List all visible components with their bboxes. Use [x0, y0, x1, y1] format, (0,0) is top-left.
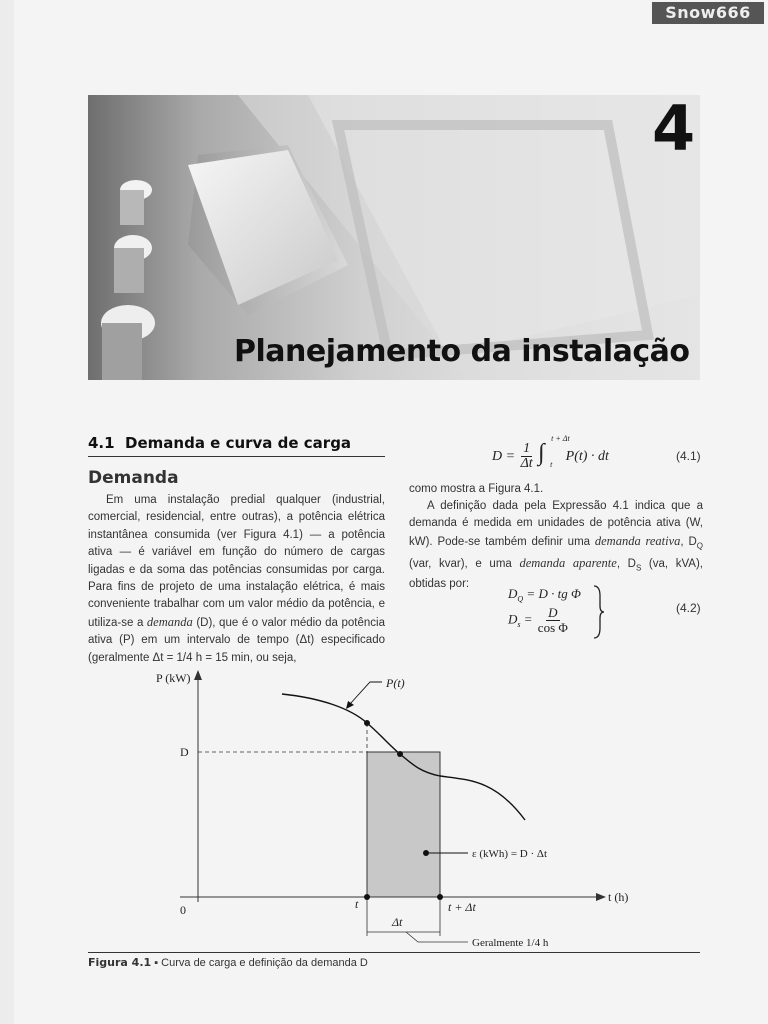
- apparent-term: demanda aparente: [519, 555, 617, 570]
- eq41-denominator: Δt: [520, 456, 533, 472]
- x-axis-label: t (h): [608, 890, 629, 904]
- figure-4-1: [150, 668, 650, 950]
- eq41-body: P(t) · dt: [565, 449, 609, 464]
- eq42-l2-eq: =: [523, 611, 533, 627]
- paragraph-part1: Em uma instalação predial qualquer (industrial, comercial, residencial, entre outras), a potência elétrica instantânea consumida (ver Figura 4.1) — a potência ativa — é variável em função do número de cargas ligadas e da soma das potências consumidas por carga. Para fins de projeto de uma instalação elétrica, é mais conveniente trabalhar com um valor médio da potência, e utiliza-se a: [88, 494, 385, 629]
- section-heading: [88, 434, 385, 457]
- eq41-fraction: [519, 442, 535, 471]
- paragraph-part2: (D), que é o valor médio da potência ativa (P) em um intervalo de tempo (Δt) especificado (geralmente Δt = 1/4 h = 15 min, ou seja,: [88, 616, 385, 664]
- y-axis-arrow: [194, 670, 202, 680]
- curve-label-arrow: [346, 701, 354, 709]
- eq41-lhs: D =: [492, 449, 516, 464]
- watermark: Snow666: [652, 2, 764, 24]
- eq42-l1-sub: Q: [517, 594, 524, 604]
- curve-label-leader: [350, 682, 382, 704]
- eq42-l1-rhs: = D · tg Φ: [526, 586, 581, 601]
- page-edge: [0, 0, 14, 1024]
- usually-label: Geralmente 1/4 h: [472, 937, 549, 949]
- demanda-term: demanda: [146, 614, 193, 629]
- eq42-numerator: D: [548, 605, 558, 620]
- eq42-l2-lhs: D: [508, 611, 518, 627]
- equation-4-1: [492, 434, 609, 472]
- right-s-sub: S: [635, 562, 642, 572]
- curve-point-d: [397, 751, 403, 757]
- eq41-integral-group: [538, 434, 570, 469]
- equation-4-2-line-2: [508, 606, 570, 635]
- t-plus-point: [437, 894, 443, 900]
- y-axis-label: P (kW): [156, 671, 191, 685]
- eq42-l2-sub: s: [517, 620, 521, 630]
- chapter-number: 4: [652, 92, 696, 165]
- usually-leader: [406, 932, 468, 942]
- right-p2c: (var, kvar), e uma: [409, 557, 520, 570]
- right-p2d: , D: [616, 557, 636, 570]
- eq42-brace: [592, 584, 606, 640]
- eq41-integral: ∫: [538, 440, 545, 466]
- t-label: t: [355, 897, 359, 911]
- right-line-1: como mostra a Figura 4.1.: [409, 483, 544, 495]
- origin-label: 0: [180, 903, 186, 917]
- equation-4-1-number: (4.1): [676, 449, 701, 463]
- demand-label: D: [180, 745, 189, 759]
- eq41-upper-limit: t + Δt: [551, 434, 570, 443]
- eq42-fraction: [536, 606, 570, 635]
- figure-caption-text: ▪ Curva de carga e definição da demanda D: [151, 957, 368, 969]
- figure-caption: [88, 952, 700, 969]
- equation-4-2-line-1: [508, 586, 581, 604]
- delta-t-label: Δt: [392, 915, 403, 929]
- eq42-l1-lhs: D: [508, 586, 518, 601]
- right-p2e: (va, kVA), obtidas por:: [409, 557, 704, 591]
- energy-label: ε (kWh) = D · Δt: [472, 848, 548, 860]
- t-plus-label: t + Δt: [448, 900, 476, 914]
- t-point: [364, 894, 370, 900]
- reactive-term: demanda reativa: [594, 533, 681, 548]
- figure-caption-label: Figura 4.1: [88, 956, 152, 969]
- equation-4-2-number: (4.2): [676, 601, 701, 615]
- demand-paragraph: [88, 492, 385, 667]
- eq42-denominator: cos Φ: [537, 620, 568, 635]
- subsection-heading: Demanda: [88, 468, 179, 488]
- right-q-sub: Q: [696, 541, 703, 551]
- eq41-numerator: 1: [523, 441, 531, 457]
- right-p2a: A definição dada pela Expressão 4.1 indica que a demanda é medida em unidades de potência ativa (W, kW). Pode-se também definir uma: [409, 500, 703, 548]
- eq41-lower-limit: t: [550, 460, 553, 469]
- curve-point-t: [364, 720, 370, 726]
- right-p2b: , D: [680, 535, 697, 548]
- x-axis-arrow: [596, 893, 606, 901]
- right-paragraph: [409, 498, 703, 594]
- section-title: Demanda e curva de carga: [125, 434, 352, 452]
- chapter-title: Planejamento da instalação: [234, 334, 690, 369]
- curve-label: P(t): [386, 676, 405, 690]
- section-number: 4.1: [88, 434, 115, 452]
